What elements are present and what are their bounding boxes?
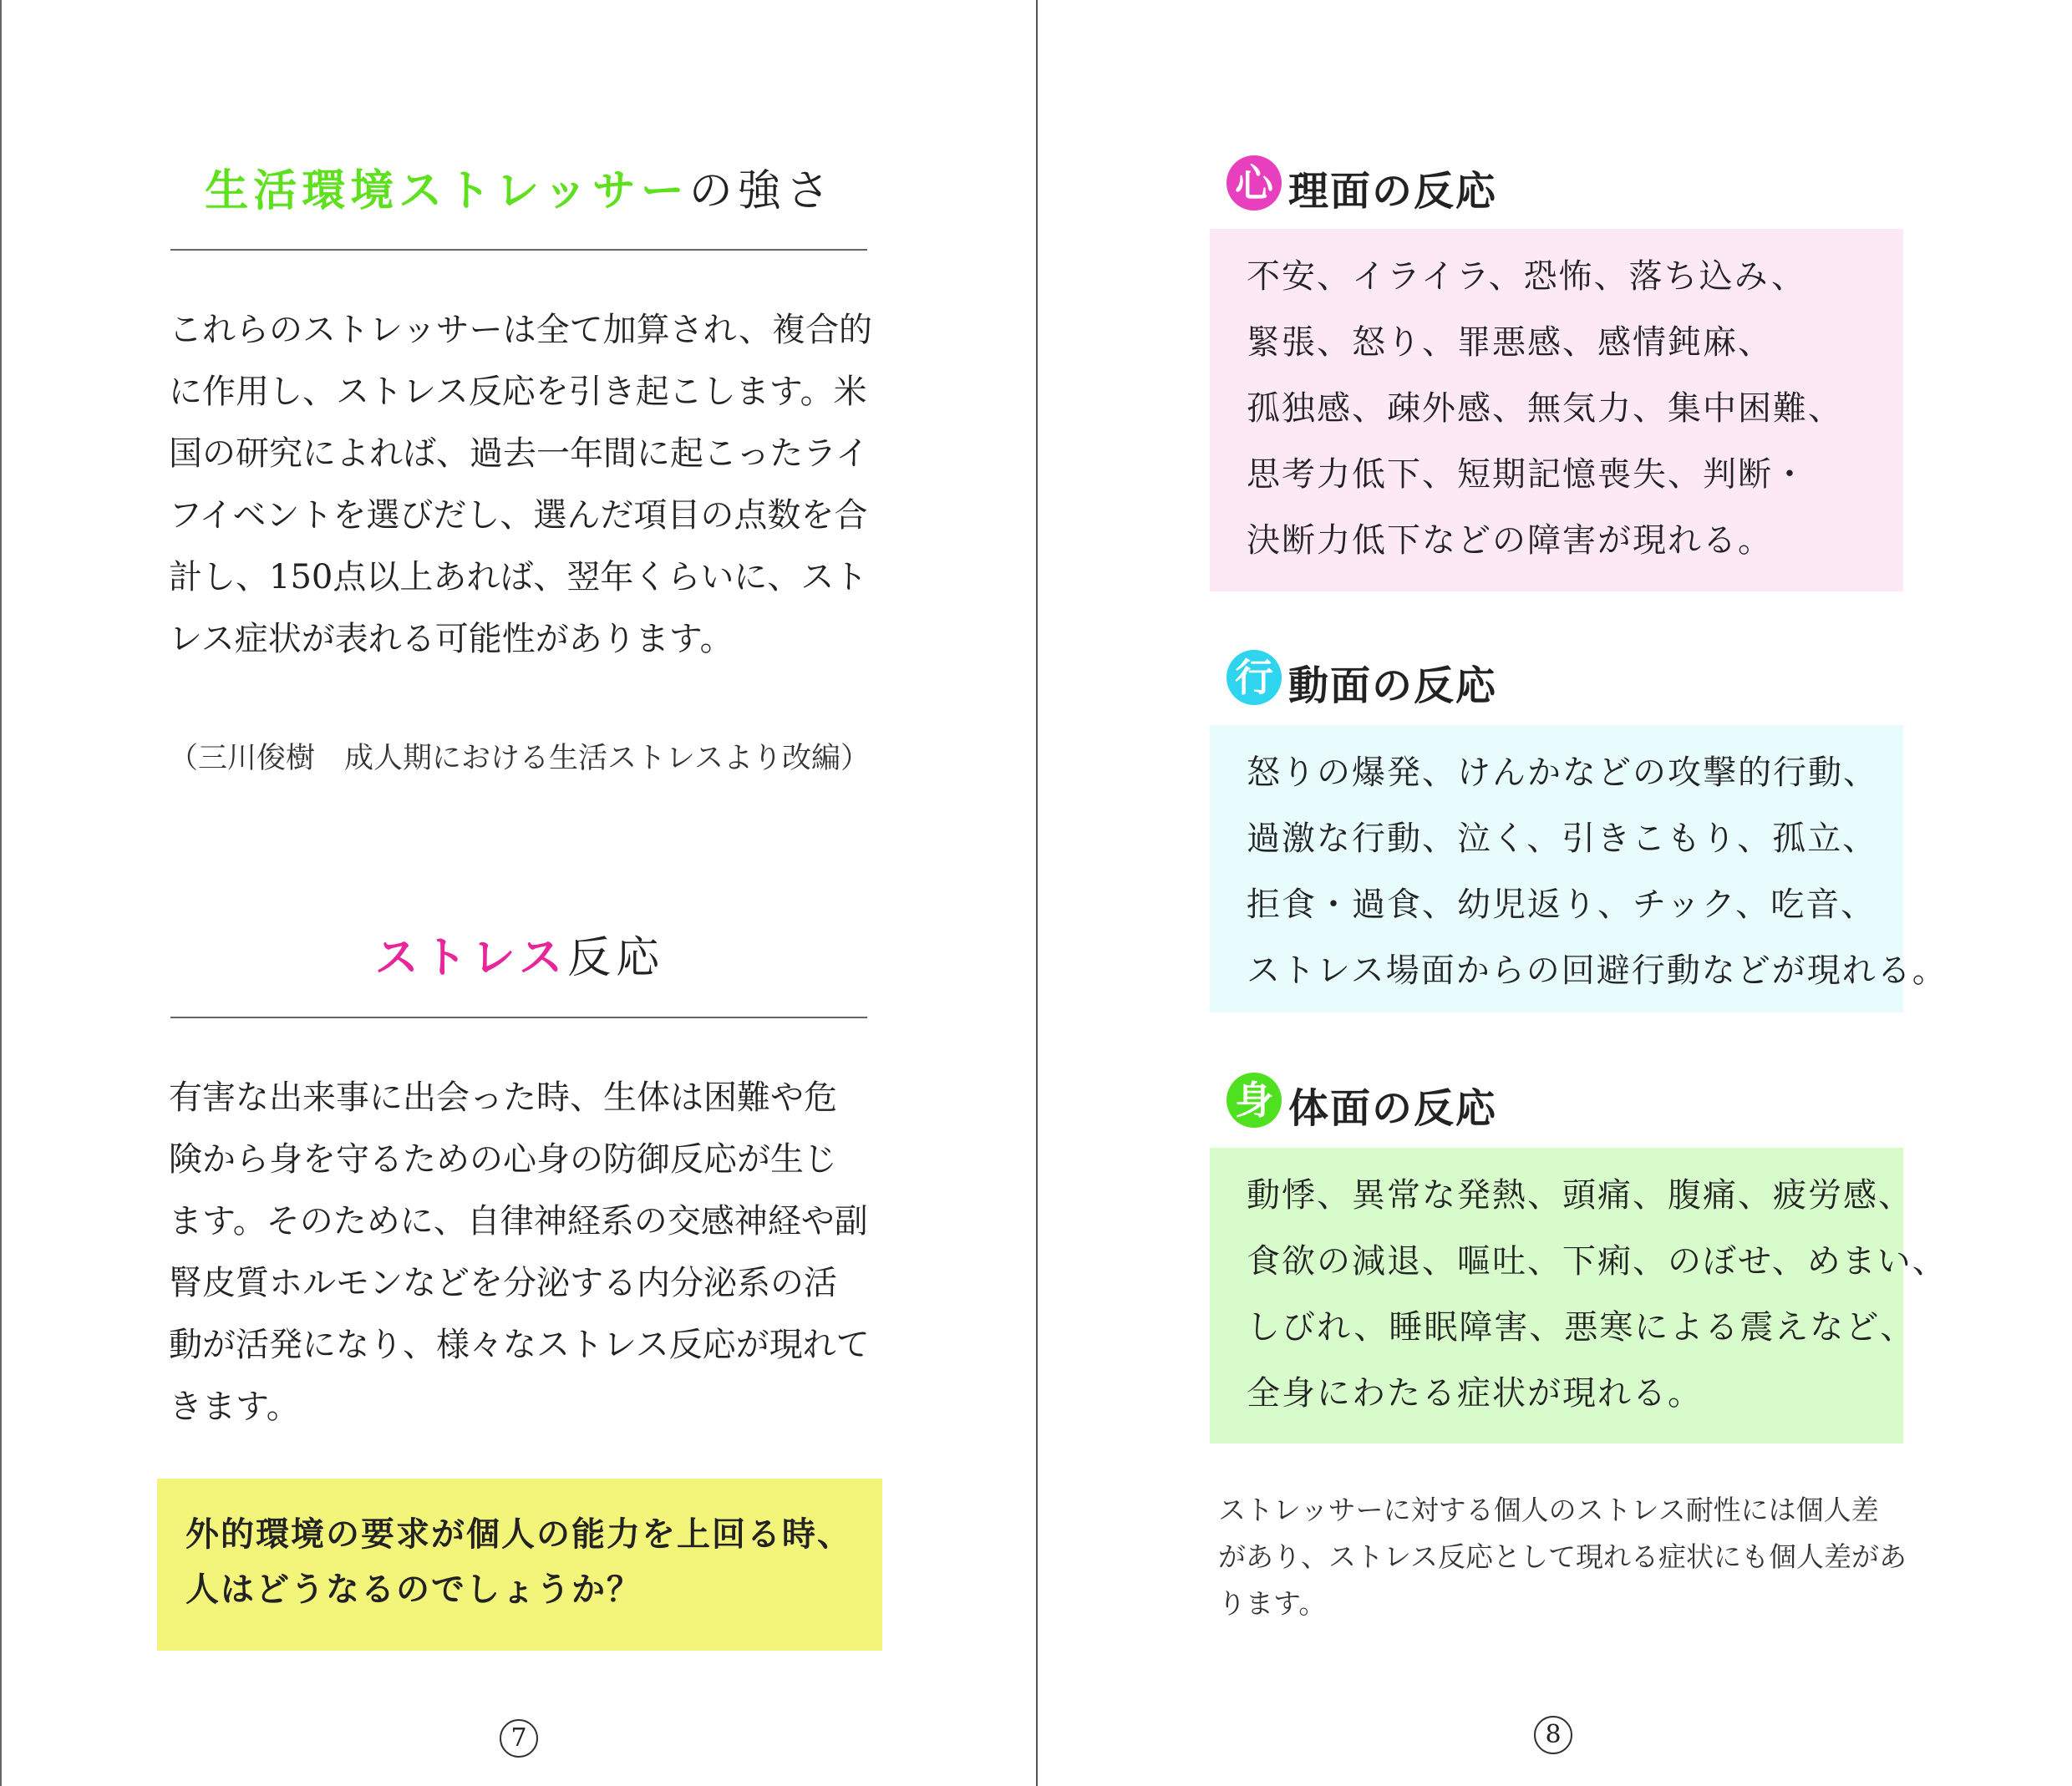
title-rest: 反応 [567, 933, 665, 983]
paragraph-line: フイベントを選びだし、選んだ項目の点数を合 [169, 496, 868, 535]
title-highlight: ストレス [374, 933, 568, 983]
reaction-line: ストレス場面からの回避行動などが現れる。 [1247, 951, 1948, 990]
section-title-stress-response [169, 922, 871, 985]
right-page [1036, 0, 2072, 1786]
paragraph-stress-response [169, 1067, 881, 1438]
divider [170, 1017, 867, 1018]
reaction-line: しびれ、睡眠障害、悪寒による震えなど、 [1247, 1308, 1916, 1347]
page-number: 8 [1534, 1716, 1572, 1754]
title-rest: の強さ [688, 166, 835, 216]
mental-reactions-box [1210, 229, 1903, 591]
paragraph-stressor-strength [169, 299, 881, 670]
tolerance-note [1218, 1487, 1920, 1627]
reaction-line: 拒食・過食、幼児返り、チック、吃音、 [1247, 885, 1876, 924]
paragraph-line: これらのストレッサーは全て加算され、複合的 [169, 311, 872, 349]
reaction-line: 不安、イライラ、恐怖、落ち込み、 [1247, 257, 1806, 296]
callout-box [157, 1479, 882, 1651]
heading-text: 理面の反応 [1288, 168, 1498, 215]
reaction-line: 緊張、怒り、罪悪感、感情鈍麻、 [1247, 323, 1773, 362]
behavior-reactions-box [1210, 725, 1948, 1012]
paragraph-line: ます。そのために、自律神経系の交感神経や副 [169, 1202, 868, 1241]
reaction-line: 怒りの爆発、けんかなどの攻撃的行動、 [1247, 753, 1878, 792]
paragraph-line: 有害な出来事に出会った時、生体は困難や危 [169, 1078, 837, 1117]
note-line: ります。 [1218, 1587, 1327, 1620]
reaction-line: 思考力低下、短期記憶喪失、判断・ [1247, 455, 1808, 494]
section-title-stressor-strength [169, 155, 871, 218]
source-citation: （三川俊樹 成人期における生活ストレスより改編） [169, 742, 870, 775]
callout-line: 外的環境の要求が個人の能力を上回る時、 [185, 1515, 852, 1554]
reaction-line: 孤独感、疎外感、無気力、集中困難、 [1247, 389, 1843, 428]
paragraph-line: 腎皮質ホルモンなどを分泌する内分泌系の活 [169, 1264, 837, 1302]
paragraph-line: 計し、150点以上あれば、翌年くらいに、スト [169, 558, 868, 596]
behavior-badge-icon: 行 [1226, 650, 1282, 705]
reaction-line: 決断力低下などの障害が現れる。 [1247, 521, 1773, 560]
note-line: ストレッサーに対する個人のストレス耐性には個人差 [1218, 1494, 1879, 1526]
divider [170, 249, 867, 251]
reaction-line: 食欲の減退、嘔吐、下痢、のぼせ、めまい、 [1247, 1242, 1948, 1281]
note-line: があり、ストレス反応として現れる症状にも個人差があ [1218, 1540, 1907, 1573]
paragraph-line: 険から身を守るための心身の防御反応が生じ [169, 1140, 837, 1179]
physical-reactions-box [1210, 1148, 1948, 1444]
paragraph-line: きます。 [169, 1388, 300, 1426]
page-number: 7 [500, 1719, 538, 1758]
reaction-line: 動悸、異常な発熱、頭痛、腹痛、疲労感、 [1247, 1176, 1913, 1215]
reaction-line: 全身にわたる症状が現れる。 [1247, 1374, 1703, 1413]
paragraph-line: 国の研究によれば、過去一年間に起こったライ [169, 434, 869, 473]
callout-line: 人はどうなるのでしょうか？ [185, 1570, 642, 1609]
paragraph-line: に作用し、ストレス反応を引き起こします。米 [169, 373, 867, 411]
paragraph-line: レス症状が表れる可能性があります。 [169, 620, 734, 658]
body-badge-icon: 身 [1226, 1073, 1282, 1128]
paragraph-line: 動が活発になり、様々なストレス反応が現れて [169, 1326, 870, 1364]
heading-text: 体面の反応 [1288, 1085, 1498, 1132]
title-highlight: 生活環境ストレッサー [205, 166, 689, 216]
heart-badge-icon: 心 [1226, 155, 1282, 211]
reaction-line: 過激な行動、泣く、引きこもり、孤立、 [1247, 819, 1878, 858]
heading-text: 動面の反応 [1288, 662, 1498, 709]
